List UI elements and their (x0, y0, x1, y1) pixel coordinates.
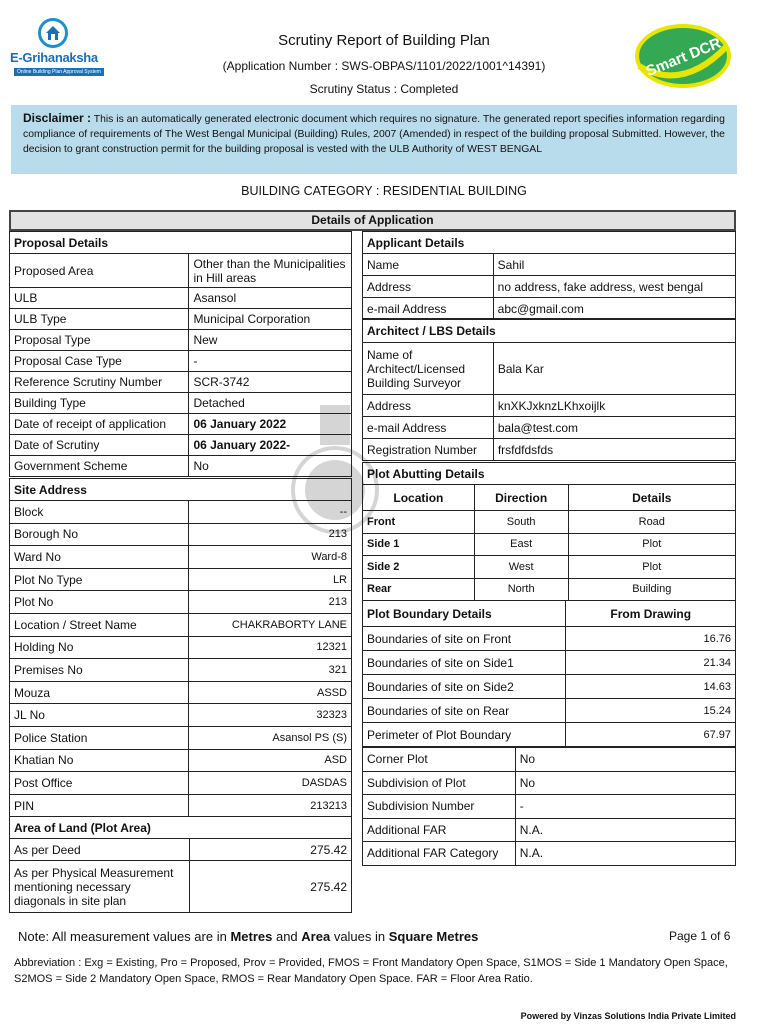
proposal-label: Date of receipt of application (10, 414, 189, 435)
site-value: 213 (189, 591, 352, 614)
misc-row (363, 795, 736, 819)
proposal-label: Date of Scrutiny (10, 435, 189, 456)
abutting-row (363, 556, 736, 579)
proposal-value: SCR-3742 (189, 372, 352, 393)
site-row (10, 794, 352, 817)
site-label: Borough No (10, 523, 189, 546)
abbreviation-text: Abbreviation : Exg = Existing, Pro = Proposed, Prov = Provided, FMOS = Front Mandatory Open Space, S1MOS = Side 1 Mandatory Open Space, S2MOS = Side 2 Mandatory Open Space, RMOS = Rear Mandatory Open Space. FAR = Floor Area Ratio. (14, 957, 728, 985)
applicant-value: no address, fake address, west bengal (493, 276, 735, 298)
site-label: JL No (10, 704, 189, 727)
boundary-value: 67.97 (566, 723, 736, 747)
proposal-label: ULB (10, 288, 189, 309)
proposal-row (10, 254, 352, 288)
architect-label: Address (363, 395, 494, 417)
proposal-label: Government Scheme (10, 456, 189, 477)
disclaimer-label: Disclaimer : (23, 111, 92, 125)
abutting-details: Building (568, 578, 735, 601)
architect-row (363, 395, 736, 417)
applicant-row (363, 298, 736, 320)
abutting-direction: South (474, 511, 568, 534)
site-row (10, 591, 352, 614)
logo-brand: E-Grihanaksha (10, 50, 98, 65)
plot-boundary-heading: Plot Boundary Details (363, 601, 566, 627)
area-of-land-table (9, 816, 352, 913)
misc-row (363, 771, 736, 795)
misc-label: Subdivision of Plot (363, 771, 516, 795)
area-of-land-heading: Area of Land (Plot Area) (10, 817, 352, 839)
applicant-value: Sahil (493, 254, 735, 276)
proposal-value: 06 January 2022- (189, 435, 352, 456)
site-value: 321 (189, 659, 352, 682)
abutting-direction: North (474, 578, 568, 601)
architect-details-table (362, 318, 736, 461)
misc-label: Additional FAR Category (363, 842, 516, 866)
applicant-label: Name (363, 254, 494, 276)
architect-label: e-mail Address (363, 417, 494, 439)
site-value: 32323 (189, 704, 352, 727)
abutting-location: Rear (363, 578, 475, 601)
proposal-value: Asansol (189, 288, 352, 309)
site-row (10, 681, 352, 704)
site-row (10, 636, 352, 659)
application-number: (Application Number : SWS-OBPAS/1101/2022/1001^14391) (222, 59, 546, 73)
boundary-label: Boundaries of site on Rear (363, 699, 566, 723)
misc-row (363, 842, 736, 866)
proposal-value: Other than the Municipalities in Hill areas (189, 254, 352, 288)
site-row (10, 568, 352, 591)
site-label: Plot No (10, 591, 189, 614)
note-metres: Metres (230, 929, 273, 944)
plot-misc-table (362, 747, 736, 866)
boundary-value: 15.24 (566, 699, 736, 723)
proposal-value: Detached (189, 393, 352, 414)
applicant-label: Address (363, 276, 494, 298)
site-value: DASDAS (189, 772, 352, 795)
misc-value: N.A. (515, 842, 735, 866)
site-value: ASSD (189, 681, 352, 704)
abutting-location: Side 1 (363, 533, 475, 556)
proposal-row (10, 393, 352, 414)
boundary-label: Boundaries of site on Side1 (363, 651, 566, 675)
note-values-in: values in (330, 929, 389, 944)
boundary-value: 14.63 (566, 675, 736, 699)
site-value: LR (189, 568, 352, 591)
report-title: Scrutiny Report of Building Plan (278, 32, 490, 49)
abutting-column-header: Location (363, 485, 475, 511)
proposal-row (10, 456, 352, 477)
proposal-label: Proposal Type (10, 330, 189, 351)
site-label: Khatian No (10, 749, 189, 772)
page-number: Page 1 of 6 (669, 929, 731, 943)
applicant-label: e-mail Address (363, 298, 494, 320)
land-value: 275.42 (189, 861, 351, 913)
abutting-row (363, 578, 736, 601)
architect-value: frsfdfdsfds (493, 439, 735, 461)
architect-row (363, 417, 736, 439)
svg-text:Smart DCR: Smart DCR (643, 34, 724, 81)
misc-value: No (515, 748, 735, 772)
applicant-row (363, 276, 736, 298)
note-and: and (272, 929, 302, 944)
disclaimer-text: This is an automatically generated electronic document which requires no signature. The generated report specifies information regarding compliance of requirements of The West Bengal Municipal (Building) Rules, 2007 (Amended) in respect of the building proposal Submitted. However, the decision to grant construction permit for the building proposal is vested with the ULB Authority of WEST BENGAL (23, 114, 725, 155)
boundary-label: Boundaries of site on Front (363, 627, 566, 651)
site-row (10, 772, 352, 795)
proposal-value: No (189, 456, 352, 477)
site-label: Premises No (10, 659, 189, 682)
boundary-value: 21.34 (566, 651, 736, 675)
architect-row (363, 439, 736, 461)
land-row (10, 861, 352, 913)
site-value: Asansol PS (S) (189, 726, 352, 749)
proposal-row (10, 330, 352, 351)
land-label: As per Deed (10, 839, 190, 861)
proposal-row (10, 309, 352, 330)
note-text: Note: All measurement values are in (18, 929, 231, 944)
boundary-value: 16.76 (566, 627, 736, 651)
boundary-row (363, 675, 736, 699)
from-drawing-heading: From Drawing (566, 601, 736, 627)
misc-label: Corner Plot (363, 748, 516, 772)
site-address-table (9, 478, 352, 817)
misc-row (363, 818, 736, 842)
land-value: 275.42 (189, 839, 351, 861)
details-of-application-heading: Details of Application (9, 210, 736, 231)
site-label: Holding No (10, 636, 189, 659)
site-value: 12321 (189, 636, 352, 659)
applicant-value: abc@gmail.com (493, 298, 735, 320)
applicant-details-heading: Applicant Details (363, 232, 736, 254)
abutting-location: Side 2 (363, 556, 475, 579)
abutting-row (363, 533, 736, 556)
site-value: 213 (189, 523, 352, 546)
site-address-heading: Site Address (10, 479, 352, 501)
site-label: Location / Street Name (10, 613, 189, 636)
boundary-label: Perimeter of Plot Boundary (363, 723, 566, 747)
plot-abutting-heading: Plot Abutting Details (363, 463, 736, 485)
abutting-direction: West (474, 556, 568, 579)
site-row (10, 523, 352, 546)
site-row (10, 749, 352, 772)
proposal-row (10, 288, 352, 309)
proposal-value: - (189, 351, 352, 372)
misc-label: Subdivision Number (363, 795, 516, 819)
abutting-details: Road (568, 511, 735, 534)
architect-label: Registration Number (363, 439, 494, 461)
proposal-label: Reference Scrutiny Number (10, 372, 189, 393)
abutting-column-header: Details (568, 485, 735, 511)
proposal-label: Building Type (10, 393, 189, 414)
site-value: Ward-8 (189, 546, 352, 569)
site-label: Post Office (10, 772, 189, 795)
proposal-value: 06 January 2022 (189, 414, 352, 435)
misc-value: No (515, 771, 735, 795)
proposal-label: Proposed Area (10, 254, 189, 288)
proposal-row (10, 351, 352, 372)
applicant-row (363, 254, 736, 276)
site-value: ASD (189, 749, 352, 772)
land-label: As per Physical Measurement mentioning necessary diagonals in site plan (10, 861, 190, 913)
proposal-label: ULB Type (10, 309, 189, 330)
misc-label: Additional FAR (363, 818, 516, 842)
disclaimer-box (11, 105, 737, 174)
land-row (10, 839, 352, 861)
misc-row (363, 748, 736, 772)
site-value: 213213 (189, 794, 352, 817)
proposal-row (10, 372, 352, 393)
smart-dcr-badge (633, 22, 733, 90)
architect-value: knXKJxknzLKhxoijlk (493, 395, 735, 417)
site-row (10, 726, 352, 749)
logo-tagline: Online Building Plan Approval System (14, 68, 104, 76)
site-row (10, 613, 352, 636)
site-row (10, 546, 352, 569)
site-value: -- (189, 501, 352, 524)
boundary-row (363, 651, 736, 675)
proposal-details-heading: Proposal Details (10, 232, 352, 254)
plot-abutting-table (362, 462, 736, 601)
site-label: Block (10, 501, 189, 524)
measurement-note (18, 929, 478, 944)
abutting-direction: East (474, 533, 568, 556)
abutting-location: Front (363, 511, 475, 534)
proposal-value: New (189, 330, 352, 351)
site-label: Police Station (10, 726, 189, 749)
architect-row (363, 343, 736, 395)
scrutiny-status: Scrutiny Status : Completed (309, 82, 459, 96)
abutting-details: Plot (568, 533, 735, 556)
site-label: Mouza (10, 681, 189, 704)
note-square-metres: Square Metres (388, 929, 479, 944)
site-label: Ward No (10, 546, 189, 569)
architect-value: bala@test.com (493, 417, 735, 439)
boundary-row (363, 723, 736, 747)
plot-boundary-table (362, 600, 736, 747)
site-row (10, 501, 352, 524)
powered-by: Powered by Vinzas Solutions India Private Limited (520, 1011, 736, 1021)
architect-details-heading: Architect / LBS Details (363, 319, 736, 343)
building-category: BUILDING CATEGORY : RESIDENTIAL BUILDING (241, 184, 527, 198)
proposal-row (10, 435, 352, 456)
architect-value: Bala Kar (493, 343, 735, 395)
boundary-row (363, 627, 736, 651)
architect-label: Name of Architect/Licensed Building Surveyor (363, 343, 494, 395)
proposal-label: Proposal Case Type (10, 351, 189, 372)
applicant-details-table (362, 231, 736, 320)
abutting-column-header: Direction (474, 485, 568, 511)
misc-value: - (515, 795, 735, 819)
note-area: Area (301, 929, 331, 944)
boundary-label: Boundaries of site on Side2 (363, 675, 566, 699)
site-label: PIN (10, 794, 189, 817)
abutting-row (363, 511, 736, 534)
site-value: CHAKRABORTY LANE (189, 613, 352, 636)
site-row (10, 659, 352, 682)
misc-value: N.A. (515, 818, 735, 842)
proposal-row (10, 414, 352, 435)
boundary-row (363, 699, 736, 723)
proposal-details-table (9, 231, 352, 477)
abutting-details: Plot (568, 556, 735, 579)
site-row (10, 704, 352, 727)
proposal-value: Municipal Corporation (189, 309, 352, 330)
site-label: Plot No Type (10, 568, 189, 591)
